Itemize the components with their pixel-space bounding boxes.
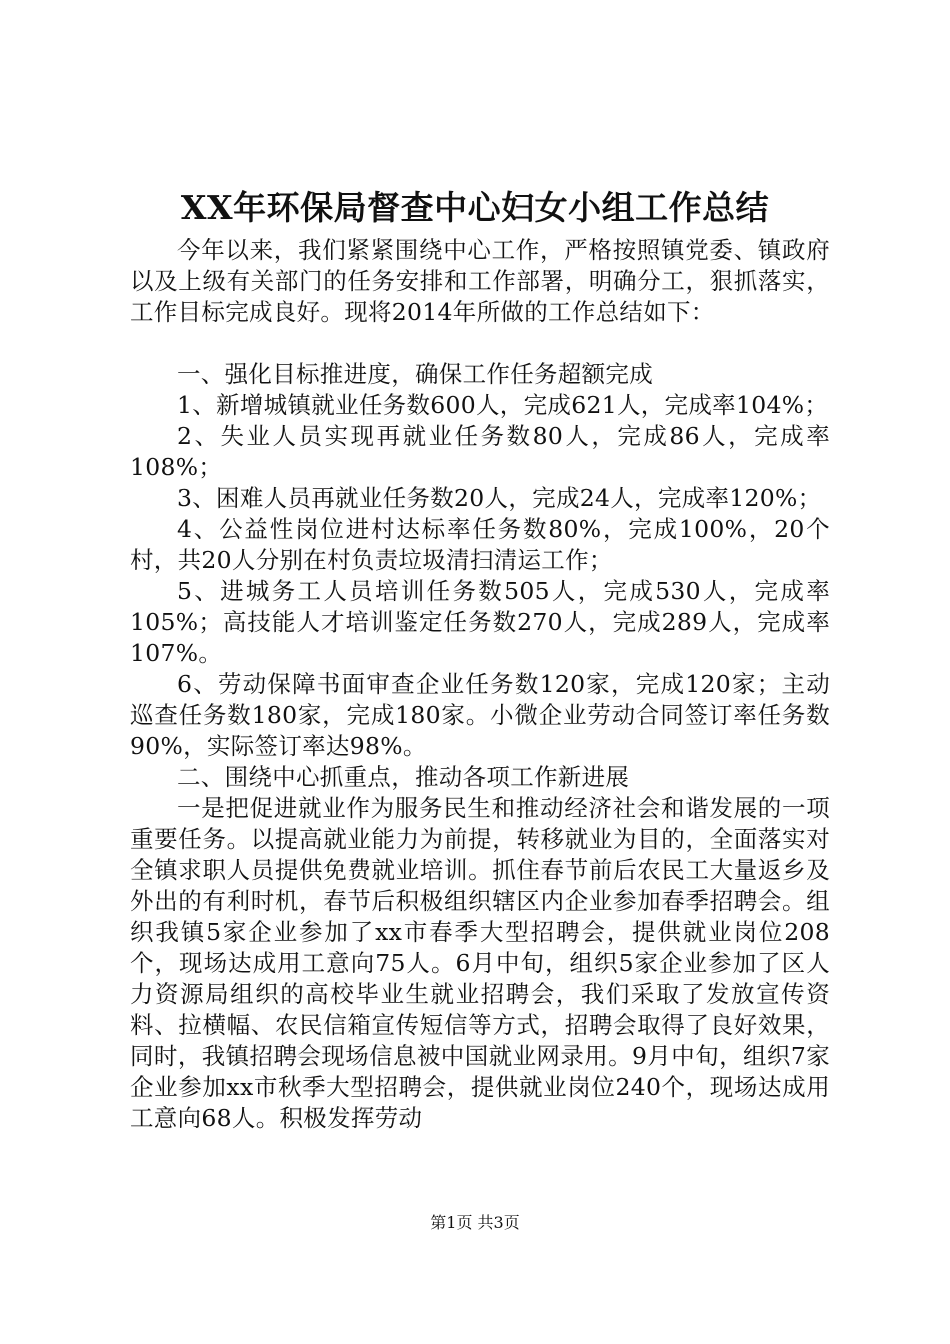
section-1-item: 4、公益性岗位进村达标率任务数80%，完成100%，20个村，共20人分别在村负责垃圾清扫清运工作； bbox=[130, 515, 830, 574]
section-2-paragraph: 一是把促进就业作为服务民生和推动经济社会和谐发展的一项重要任务。以提高就业能力为前提，转移就业为目的，全面落实对全镇求职人员提供免费就业培训。抓住春节前后农民工大量返乡及外出的有利时机，春节后积极组织辖区内企业参加春季招聘会。组织我镇5家企业参加了xx市春季大型招聘会，提供就业岗位208个，现场达成用工意向75人。6月中旬，组织5家企业参加了区人力资源局组织的高校毕业生就业招聘会，我们采取了发放宣传资料、拉横幅、农民信箱宣传短信等方式，招聘会取得了良好效果，同时，我镇招聘会现场信息被中国就业网录用。9月中旬，组织7家企业参加xx市秋季大型招聘会，提供就业岗位240个，现场达成用工意向68人。积极发挥劳动 bbox=[130, 794, 830, 1132]
section-1-heading: 一、强化目标推进度，确保工作任务超额完成 bbox=[177, 360, 653, 388]
page-number-footer: 第1页 共3页 bbox=[430, 1213, 520, 1232]
section-1-item: 1、新增城镇就业任务数600人，完成621人，完成率104%； bbox=[177, 391, 829, 419]
document-title: XX年环保局督查中心妇女小组工作总结 bbox=[180, 188, 770, 227]
section-1-item: 2、失业人员实现再就业任务数80人，完成86人，完成率108%； bbox=[130, 422, 830, 481]
document-body bbox=[130, 235, 830, 1134]
intro-paragraph: 今年以来，我们紧紧围绕中心工作，严格按照镇党委、镇政府以及上级有关部门的任务安排和工作部署，明确分工，狠抓落实，工作目标完成良好。现将2014年所做的工作总结如下： bbox=[130, 236, 830, 326]
section-1-item: 3、困难人员再就业任务数20人，完成24人，完成率120%； bbox=[177, 484, 822, 512]
section-1-item: 6、劳动保障书面审查企业任务数120家，完成120家；主动巡查任务数180家，完成180家。小微企业劳动合同签订率任务数90%，实际签订率达98%。 bbox=[130, 670, 830, 760]
section-2-heading: 二、围绕中心抓重点，推动各项工作新进展 bbox=[177, 763, 630, 791]
section-1-item: 5、进城务工人员培训任务数505人，完成530人，完成率105%；高技能人才培训鉴定任务数270人，完成289人，完成率107%。 bbox=[130, 577, 830, 667]
paragraph-gap bbox=[130, 328, 830, 359]
